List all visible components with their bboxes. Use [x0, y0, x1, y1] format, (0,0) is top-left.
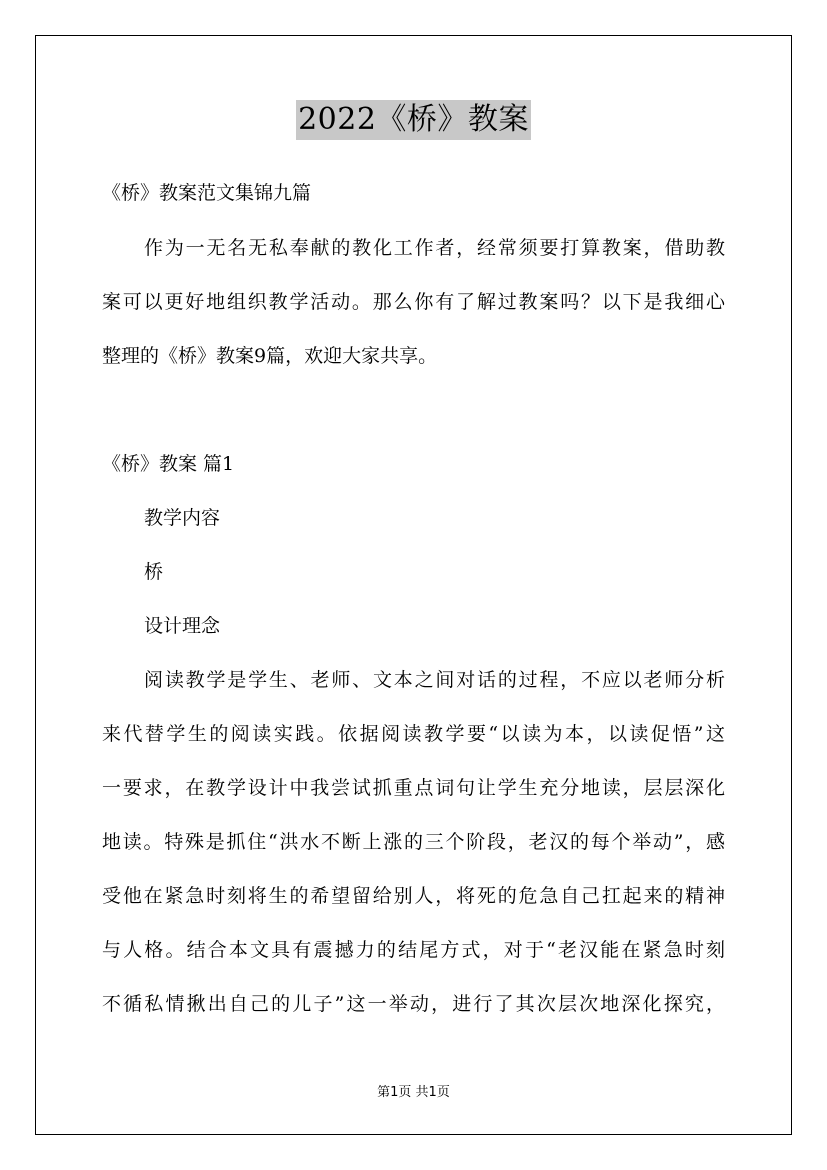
document-subtitle: 《桥》教案范文集锦九篇: [102, 182, 312, 204]
intro-line-3: 整理的《桥》教案9篇，欢迎大家共享。: [102, 345, 438, 367]
intro-line-2: 案可以更好地组织教学活动。那么你有了解过教案吗？以下是我细心: [102, 291, 725, 313]
design-line-1: 阅读教学是学生、老师、文本之间对话的过程，不应以老师分析: [144, 669, 725, 691]
design-line-3: 一要求，在教学设计中我尝试抓重点词句让学生充分地读，层层深化: [102, 777, 725, 799]
design-line-2: 来代替学生的阅读实践。依据阅读教学要“以读为本，以读促悟”这: [102, 723, 725, 745]
design-line-4: 地读。特殊是抓住“洪水不断上涨的三个阶段，老汉的每个举动”，感: [102, 831, 725, 853]
label-teaching-content: 教学内容: [144, 507, 221, 529]
teaching-content-value: 桥: [144, 561, 164, 583]
section-heading: 《桥》教案 篇1: [102, 453, 235, 475]
design-line-7: 不循私情揪出自己的儿子”这一举动，进行了其次层次地深化探究，: [102, 993, 725, 1015]
design-line-5: 受他在紧急时刻将生的希望留给别人，将死的危急自己扛起来的精神: [102, 885, 725, 907]
label-design-concept: 设计理念: [144, 615, 221, 637]
design-line-6: 与人格。结合本文具有震撼力的结尾方式，对于“老汉能在紧急时刻: [102, 939, 725, 961]
page-footer: 第1页 共1页: [377, 1085, 450, 1100]
document-title: 2022《桥》教案: [296, 100, 531, 140]
intro-line-1: 作为一无名无私奉献的教化工作者，经常须要打算教案，借助教: [144, 237, 725, 259]
